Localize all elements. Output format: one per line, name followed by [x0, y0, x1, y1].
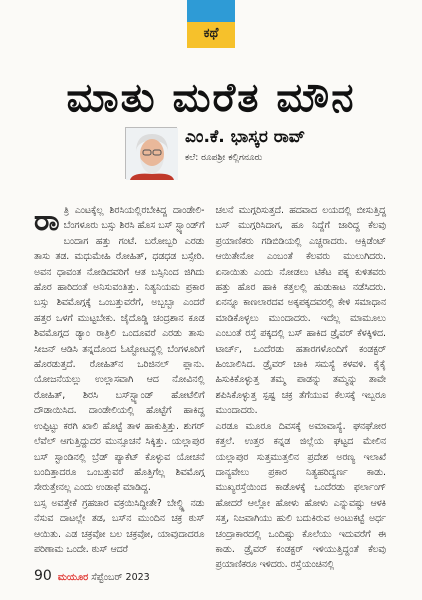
paragraph-text: ತ್ರಿ ಎಂಟಕ್ಕೆಲ್ಲ ಶಿರಸಿಯಲ್ಲಿರಬೇಕಿದ್ದ ದಾಂಡೇಲಿ-ಬೆಂಗಳೂರು ಬಸ್ಸು ಶಿರಸಿ ಹೊಸ ಬಸ್ ಸ್ಟ್ಯಾಂಡ್‌ಗೆ ಬಂದಾಗ ಹತ್ತು ಗಂಟೆ. ಬರೋಬ್ಬರಿ ಎರಡು ತಾಸು ತಡ. ಮಧುಮೇಹಿ ರೋಹಿತ್, ಧಡಧಡ ಬಸ್ಸೇರಿ. ಅವನ ಧಾವಂತ ನೋಡಿದವರಿಗೆ ಆತ ಬಸ್ಸಿನಿಂದ ಜಿಗಿದು ಹೊರ ಹಾರಿದಂತೆ ಅನಿಸುವಂತಿತ್ತು. ನಿತ್ಯನಿಯಮ ಪ್ರಕಾರ ಬಸ್ಸು ಶಿವಮೊಗ್ಗಕ್ಕೆ ಒಂಬತ್ತುವರೆಗೆ, ಅಬ್ಬಬ್ಬಾ ಎಂದರೆ ಹತ್ತರ ಒಳಗೆ ಮುಟ್ಟಬೇಕು. ಜೈದೊಡ್ಡಿ ಚಂದ್ರಶಾನ ಕೂಡ ಶಿವಮೊಗ್ಗದ ಡ್ಯಾಂ ರಾತ್ರಿಲಿ ಒಂದೂವರೆ ಎರಡು ತಾಸು ಸೀಜನ್ ಆಡಿಸಿ ತನ್ನದೊಂದ ಓಟ್ಟೋಟದ್ದಲ್ಲಿ ಬೆಂಗಳೂರಿಗೆ ಹೊರಡುತ್ತದೆ. ರೋಹಿತ್‌ನ ಒರಿಜಿನಲ್ ಪ್ಲಾನು. ಯೋಜನೆಯಲ್ಲು ಉಲ್ಲಾಸವಾಗಿ ಆದ ನೋವಿನಲ್ಲಿ ರೋಹಿತ್, ಶಿರಸಿ ಬಸ್‌ಸ್ಟ್ಯಾಂಡ್ ಹೋಟೆಲಿಗೆ ದೌಡಾಯಿಸಿದ. ದಾಂಡೇಲಿಯಲ್ಲಿ ಹೊಟ್ಟೆಗೆ ಹಾಕಿದ್ದ ಉಪ್ಪಿಟ್ಟು ಕರಗಿ ಖಾಲಿ ಹೊಟ್ಟೆ ತಾಳ ಹಾಕುತ್ತಿತ್ತು. ಶುಗರ್ ಲೆವೆಲ್ ಆಗುತ್ತಿದ್ದುದರ ಮುನ್ಸೂಚನೆ ಸಿಕ್ಕಿತ್ತು. ಯಲ್ಲಾಪುರ ಬಸ್ ಸ್ಟಾಂಡಿನಲ್ಲಿ ಬ್ರೆಡ್ ಪ್ಯಾಕೆಟ್ ಕೊಳ್ಳುವ ಯೋಚನೆ ಬಂದಿತ್ತಾದರೂ ಒಂಬತ್ತುವರೆ ಹೊತ್ತಿಗೆಲ್ಲ ಶಿವಮೊಗ್ಗ ಸೇರುತ್ತೇನಲ್ಲ ಎಂದು ಉಡಾಫೆ ಮಾಡಿದ್ದ.	[34, 205, 205, 494]
page-footer	[34, 568, 150, 584]
drop-cap: ರಾ	[34, 203, 60, 237]
article-paragraph: ಬಸ್ಸ ಅವತ್ತೇಕೆ ಗ್ರಹಚಾರ ವಕ್ರಯಿಸಿದ್ದೀತೇ? ಬೇಲ್ಡ್ಡಿ ನಡು ನೆಸುವ ದಾಟಲ್ಲೇ ತಡ, ಬಸ್‌ನ ಮುಂದಿನ ಚಕ್ರ ಠುಸ್ ಆಯಿತು. ಎಡ ಚಕ್ರವೋ ಬಲ ಚಕ್ರವೋ, ಯಾವುದಾದರೂ ಪರಿಣಾಮ ಒಂದೇ. ಠುಸ್ ಆದರೆ	[34, 497, 205, 555]
article-paragraph: ಎರಡೂ ಮೂರೂ ದಿವಸಕ್ಕೆ ಅಮಾವಾಸ್ಯೆ. ಘನಘೋರ ಕತ್ತಲೆ. ಉತ್ತರ ಕನ್ನಡ ಜಿಲ್ಲೆಯ ಘಟ್ಟದ ಮೇಲಿನ ಯಲ್ಲಾಪುರ ಸುತ್ತಮುತ್ತಲಿನ ಪ್ರದೇಶ ಅರಣ್ಯ ಇಲಾಖೆ ದಾನ್ಯವೇಲು ಪ್ರಕಾರ ನಿತ್ಯಹರಿದ್ವರ್ಣ ಕಾಡು. ಮುಖ್ಯರಸ್ತೆಯಿಂದ ಕಾಡೊಳಕ್ಕೆ ಒಂದೆರಡು ಫರ್ಲಾಂಗ್ ಹೋದರೆ ಆಲ್ಲೋ ಹೋಳು ಹೋಳು ಎನ್ನುವಷ್ಟು ಆಳಕಿ ಸತ್ತ, ನಿಜವಾಗಿಯು ಹುಲಿ ಬದುಕಿರುವ ಅಂಟುಕಟ್ಟೆ ಅರ್ಧ ಚಂದ್ರಾಕಾರದಲ್ಲಿ ಒಂದಿಷ್ಟು ಕೊಲೆಯು ಇದುವರೆಗೆ ಈ ಕಾಡು. ಡ್ರೈವರ್ ಕಂಡಕ್ಟರ್ ಇಳಿಯುತ್ತಿದ್ದಂತೆ ಕೆಲವು ಪ್ರಯಾಣಿಕರೂ ಇಳಿದರು. ರಸ್ತೆಯಂಚಿನಲ್ಲಿ	[215, 420, 386, 571]
section-label: ಕಥೆ	[203, 26, 219, 41]
author-name: ಎಂ.ಕೆ. ಭಾಸ್ಕರ ರಾವ್	[185, 127, 306, 147]
article-paragraph	[34, 203, 205, 496]
page-number: 90	[34, 568, 52, 584]
section-badge	[187, 0, 235, 48]
article-column-1	[34, 203, 205, 555]
story-title: ಮಾತು ಮರೆತ ಮೌನ	[66, 74, 356, 121]
issue-date: ಸೆಪ್ಟೆಂಬರ್ 2023	[91, 572, 150, 583]
article-paragraph: ಚಲನೆ ಮುಗ್ಗರಿಸುತ್ತದೆ. ಹದವಾದ ಲಯದಲ್ಲಿ ಬೀಸುತ್ತಿದ್ದ ಬಸ್ ಮುಗ್ಗರಿಸಿದಾಗ, ಹೂ ನಿದ್ದೆಗೆ ಜಾರಿದ್ದ ಕೆಲವು ಪ್ರಯಾಣಿಕರು ಗಡಿಬಿಡಿಯಲ್ಲಿ ಎಚ್ಚರಾದರು. ಆಕ್ಸಿಡೆಂಟ್ ಆಯಿತೇನೋ ಎಂಬಂತೆ ಕೆಲವರು ಮುಲುಗಿದರು. ಏನಾಯಿತು ಎಂದು ನೋಡಲು ಟಿಕೆಟ ಪಕ್ಕ ಕುಳಿತವರು ಹತ್ತು ಹೊರ ಹಾಕಿ ಕತ್ತಲಲ್ಲಿ ಹುಡುಕಾಟ ನಡೆಸಿದರು. ಏನನ್ನೂ ಕಾಣಲಾರದವ ಅಕ್ಕಪಕ್ಕದವರಲ್ಲಿ ಕೇಳಿ ಸಮಾಧಾನ ಮಾಡಿಕೊಳ್ಳಲು ಮುಂದಾದರು. ಇದೆಲ್ಲ ಮಾಮೂಲು ಎಂಬಂತೆ ರಸ್ತೆ ಪಕ್ಕದಲ್ಲಿ ಬಸ್ ಹಾಕಿದ ಡ್ರೈವರ್ ಕೆಳಕ್ಕಿಳಿದ. ಟಾರ್ಚ್, ಒಂದೆರಡು ಹತಾರಗಳೊಂದಿಗೆ ಕಂಡಕ್ಟರ್ ಹಿಂಬಾಲಿಸಿದ. ಡ್ರೈವರ್ ಚಾಕಿ ಸಮಸ್ಯೆ ಕಳವಳಿ. ಕೈಕೈ ಹಿಸುಕಿಕೊಳ್ಳುತ್ತ ತಮ್ಮ ಪಾಡನ್ನು ತಮ್ಮನ್ನು ತಾವೇ ಶಪಿಸಿಕೊಳ್ಳುತ್ತ ಸ್ಪಷ್ಟ ಚಕ್ರ ತೆಗೆಯುವ ಕೆಲಸಕ್ಕೆ ಇಬ್ಬರೂ ಮುಂದಾದರು.	[215, 205, 386, 417]
author-photo	[125, 127, 177, 179]
magazine-name: ಮಯೂರ	[57, 572, 89, 583]
article-body	[34, 203, 386, 571]
badge-blue-band	[187, 0, 235, 22]
article-column-2	[215, 203, 387, 571]
illustration-credit: ಕಲೆ: ರೂಪಶ್ರೀ ಕಲ್ಲಿಗನೂರು	[185, 153, 263, 163]
